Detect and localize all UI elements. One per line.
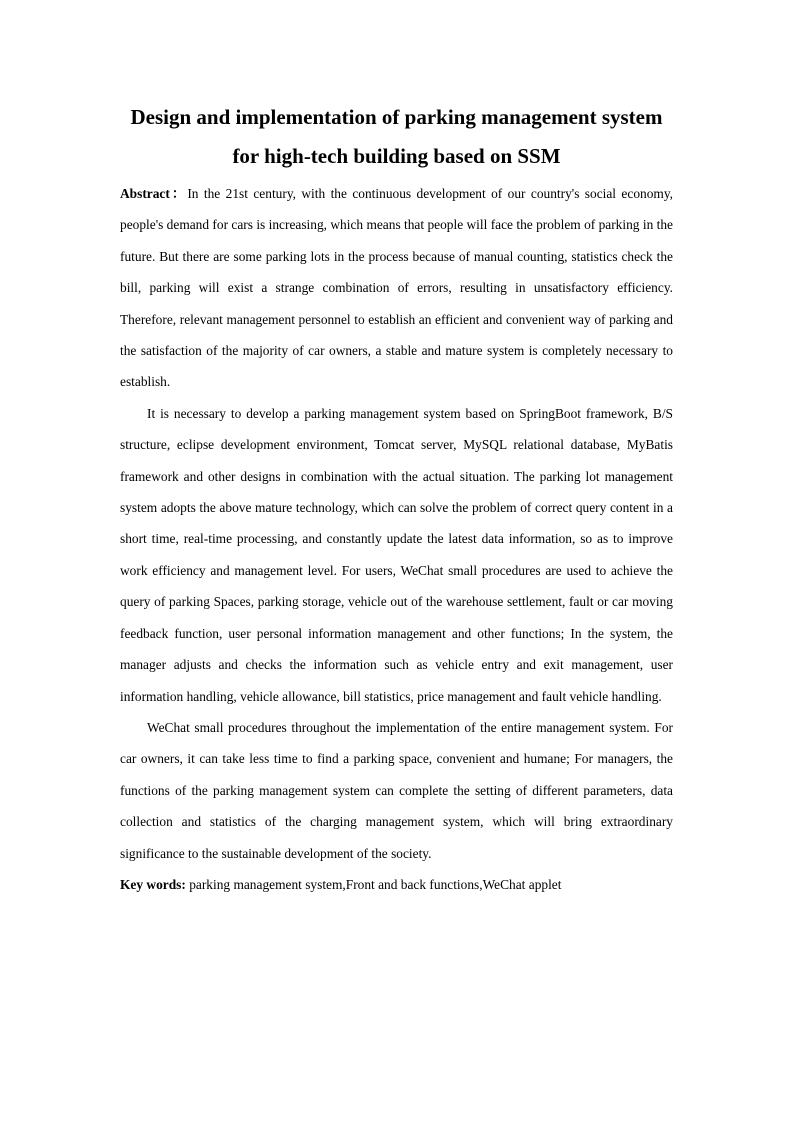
abstract-paragraph-1 xyxy=(120,178,673,398)
abstract-p1-text: In the 21st century, with the continuous development of our country's social economy, people's demand for cars is increasing, which means that people will face the problem of parking in the future. But there are some parking lots in the process because of manual counting, statistics check the bill, parking will exist a strange combination of errors, resulting in unsatisfactory efficiency. Therefore, relevant management personnel to establish an efficient and convenient way of parking and the satisfaction of the majority of car owners, a stable and mature system is completely necessary to establish. xyxy=(120,186,673,390)
title-line-1: Design and implementation of parking management system xyxy=(130,105,663,129)
keywords-text: parking management system,Front and back functions,WeChat applet xyxy=(185,876,562,892)
title-line-2: for high-tech building based on SSM xyxy=(232,144,561,168)
keywords-line xyxy=(120,869,673,900)
document-page xyxy=(120,98,673,900)
abstract-paragraph-3: WeChat small procedures throughout the implementation of the entire management system. For car owners, it can take less time to find a parking space, convenient and humane; For managers, the functions of the parking management system can complete the setting of different parameters, data collection and statistics of the charging management system, which will bring extraordinary significance to the sustainable development of the society. xyxy=(120,719,673,861)
abstract-label: Abstract： xyxy=(120,186,188,201)
paper-title xyxy=(120,98,673,176)
keywords-label: Key words: xyxy=(120,876,186,892)
abstract-paragraph-2: It is necessary to develop a parking management system based on SpringBoot framework, B/S structure, eclipse development environment, Tomcat server, MySQL relational database, MyBatis framework and other designs in combination with the actual situation. The parking lot management system adopts the above mature technology, which can solve the problem of correct query content in a short time, real-time processing, and constantly update the latest data information, so as to improve work efficiency and management level. For users, WeChat small procedures are used to achieve the query of parking Spaces, parking storage, vehicle out of the warehouse settlement, fault or car moving feedback function, user personal information management and other functions; In the system, the manager adjusts and checks the information such as vehicle entry and exit management, user information handling, vehicle allowance, bill statistics, price management and fault vehicle handling. xyxy=(120,405,673,704)
